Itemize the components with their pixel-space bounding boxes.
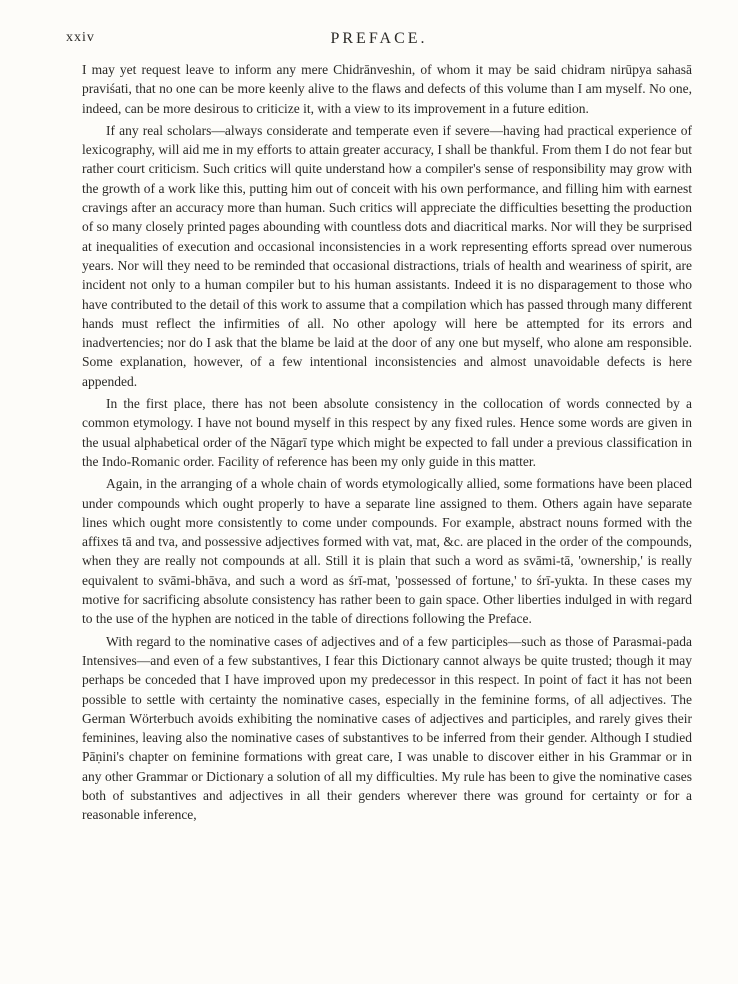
page-header	[66, 30, 692, 54]
paragraph: If any real scholars—always considerate and temperate even if severe—having had practical experience of lexicography, will aid me in my efforts to attain greater accuracy, I shall be thankful. From them I do not fear but rather court criticism. Such critics will quite understand how a compiler's sense of responsibility may grow with the growth of a work like this, putting him out of conceit with his own performance, and filling him with earnest cravings after an accuracy more than human. Such critics will appreciate the difficulties besetting the production of so many closely printed pages abounding with countless dots and diacritical marks. Nor will they be surprised at inequalities of execution and occasional inconsistencies in a work representing efforts spread over numerous years. Nor will they need to be reminded that occasional distractions, trials of health and weariness of spirit, are incident not only to a human compiler but to his human assistants. Indeed it is no disparagement to those who have contributed to the detail of this work to assume that a compilation which has passed through many different hands must reflect the infirmities of all. No other apology will here be attempted for its errors and inadvertencies; nor do I ask that the blame be laid at the door of any one but myself, who alone am responsible. Some explanation, however, of a few intentional inconsistencies and almost unavoidable defects is here appended.	[82, 122, 692, 389]
body-text	[82, 60, 692, 828]
paragraph: With regard to the nominative cases of adjectives and of a few participles—such as those of Parasmai-pada Intensives—and even of a few substantives, I fear this Dictionary cannot always be quite trusted; though it may perhaps be conceded that I have improved upon my predecessor in this respect. In point of fact it has not been possible to settle with certainty the nominative cases, especially in the feminine forms, of all adjectives. The German Wörterbuch avoids exhibiting the nominative cases of adjectives and participles, and rarely gives their feminines, leaving also the nominative cases of substantives to be inferred from their gender. Although I studied Pāṇini's chapter on feminine formations with great care, I was unable to discover either in his Grammar or in any other Grammar or Dictionary a solution of all my difficulties. My rule has been to give the nominative cases both of substantives and adjectives in all their genders wherever there was ground for certainty or for a reasonable inference,	[82, 633, 692, 823]
running-title: PREFACE.	[330, 30, 428, 47]
paragraph: I may yet request leave to inform any mere Chidrānveshin, of whom it may be said chidram nirūpya sahasā praviśati, that no one can be more keenly alive to the flaws and defects of this volume than I am myself. No one, indeed, can be more desirous to criticize it, with a view to its improvement in a future edition.	[82, 62, 692, 116]
paragraph: In the first place, there has not been absolute consistency in the collocation of words connected by a common etymology. I have not bound myself in this respect by any fixed rules. Hence some words are given in the usual alphabetical order of the Nāgarī type which might be expected to fall under a previous classification in the Indo-Romanic order. Facility of reference has been my only guide in this matter.	[82, 396, 692, 469]
paragraph: Again, in the arranging of a whole chain of words etymologically allied, some formations have been placed under compounds which ought properly to have a separate line assigned to them. Others again have separate lines which ought more consistently to come under compounds. For example, abstract nouns formed with the affixes tā and tva, and possessive adjectives formed with vat, mat, &c. are placed in the order of the compounds, when they are really not compounds at all. Still it is plain that such a word as svāmi-tā, 'ownership,' is really equivalent to svāmi-bhāva, and such a word as śrī-mat, 'possessed of fortune,' to śrī-yukta. In these cases my motive for sacrificing absolute consistency has rather been to gain space. Other liberties indulged in with regard to the use of the hyphen are noticed in the table of directions following the Preface.	[82, 476, 692, 627]
page-number: xxiv	[66, 30, 95, 45]
